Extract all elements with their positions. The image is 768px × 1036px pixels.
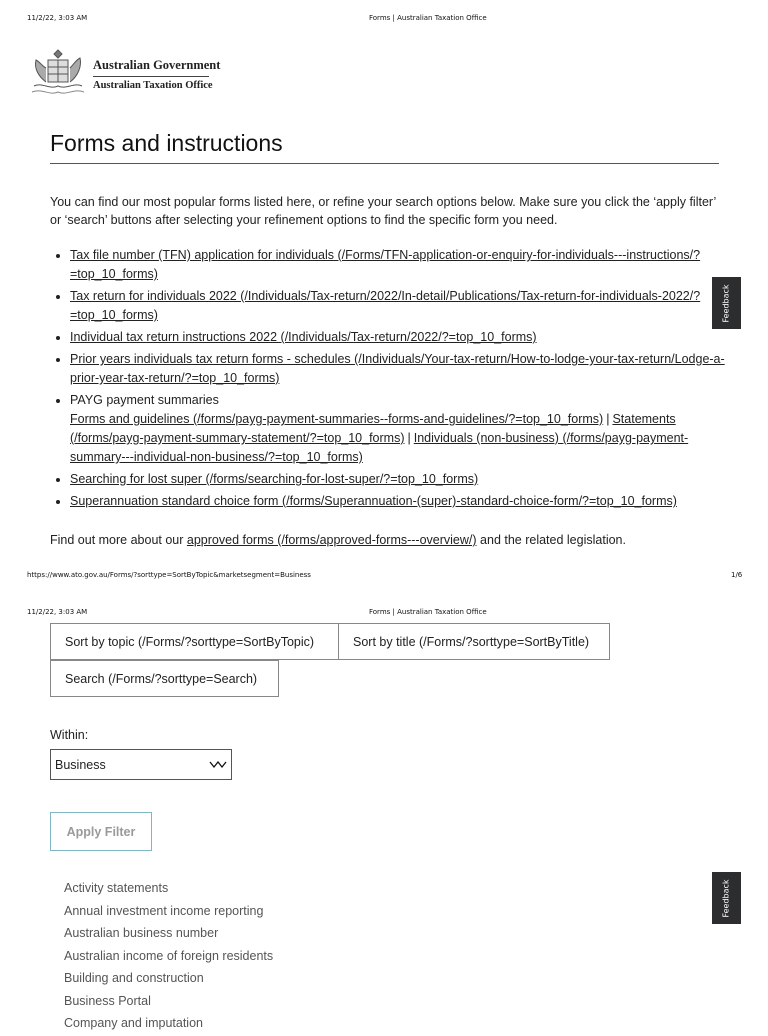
- print-doc-title: Forms | Australian Taxation Office: [369, 608, 487, 616]
- separator: |: [606, 412, 610, 426]
- find-more-text: [50, 533, 626, 547]
- feedback-label: Feedback: [722, 878, 732, 918]
- chevron-down-icon: [209, 760, 227, 770]
- list-item: [70, 391, 734, 467]
- list-item[interactable]: Company and imputation: [64, 1016, 203, 1030]
- list-item: [70, 492, 734, 511]
- list-item: [70, 246, 734, 284]
- feedback-label: Feedback: [722, 283, 732, 323]
- separator: |: [407, 431, 411, 445]
- logo-divider: [93, 76, 209, 77]
- print-doc-title: Forms | Australian Taxation Office: [369, 14, 487, 22]
- super-choice-form-link[interactable]: Superannuation standard choice form (/forms/Superannuation-(super)-standard-choice-form/?=top_10_forms): [70, 494, 677, 508]
- list-item: [70, 470, 734, 489]
- approved-forms-link[interactable]: approved forms (/forms/approved-forms---overview/): [186, 533, 477, 547]
- topic-filter-list: [64, 878, 273, 1036]
- agency-name: Australian Taxation Office: [93, 80, 213, 91]
- find-more-before: Find out more about our: [50, 533, 187, 547]
- list-item[interactable]: Activity statements: [64, 881, 169, 895]
- apply-filter-button[interactable]: Apply Filter: [50, 812, 152, 851]
- within-select[interactable]: [50, 749, 232, 780]
- list-item[interactable]: Australian business number: [64, 926, 219, 940]
- print-url: https://www.ato.gov.au/Forms/?sorttype=SortByTopic&marketsegment=Business: [27, 571, 311, 579]
- payg-statements-link[interactable]: Statements (/forms/payg-payment-summary-statement/?=top_10_forms): [70, 412, 676, 445]
- list-item: [70, 287, 734, 325]
- coat-of-arms-icon: [28, 46, 88, 98]
- prior-years-forms-link[interactable]: Prior years individuals tax return forms - schedules (/Individuals/Your-tax-return/How-to-lodge-your-tax-return/Lodge-a-prior-year-tax-return/?=top_10_forms): [70, 352, 725, 385]
- sort-by-topic-button[interactable]: Sort by topic (/Forms/?sorttype=SortByTopic): [50, 623, 339, 660]
- lost-super-link[interactable]: Searching for lost super (/forms/searching-for-lost-super/?=top_10_forms): [70, 472, 479, 486]
- tfn-application-link[interactable]: Tax file number (TFN) application for individuals (/Forms/TFN-application-or-enquiry-for-individuals---instructions/?=top_10_forms): [70, 248, 701, 281]
- sort-by-title-button[interactable]: Sort by title (/Forms/?sorttype=SortByTitle): [338, 623, 610, 660]
- list-item: [70, 350, 734, 388]
- list-item: [70, 328, 734, 347]
- within-label: Within:: [50, 728, 89, 742]
- page-title: Forms and instructions: [50, 130, 283, 156]
- print-page-number: 1/6: [731, 571, 743, 579]
- search-button[interactable]: Search (/Forms/?sorttype=Search): [50, 660, 279, 697]
- print-datetime: 11/2/22, 3:03 AM: [27, 608, 88, 616]
- tax-return-2022-link[interactable]: Tax return for individuals 2022 (/Individuals/Tax-return/2022/In-detail/Publications/Tax-return-for-individuals-2022/?=top_10_forms): [70, 289, 701, 322]
- list-item[interactable]: Business Portal: [64, 993, 151, 1008]
- find-more-after: and the related legislation.: [476, 533, 626, 547]
- within-selected-value: Business: [55, 757, 106, 772]
- feedback-tab[interactable]: [712, 277, 741, 329]
- payg-individuals-link[interactable]: Individuals (non-business) (/forms/payg-payment-summary---individual-non-business/?=top_10_forms): [70, 431, 689, 464]
- feedback-tab[interactable]: [712, 872, 741, 924]
- list-item[interactable]: Annual investment income reporting: [64, 903, 264, 918]
- payg-label: PAYG payment summaries: [70, 393, 219, 407]
- payg-forms-guidelines-link[interactable]: Forms and guidelines (/forms/payg-payment-summaries--forms-and-guidelines/?=top_10_forms): [70, 412, 604, 426]
- print-datetime: 11/2/22, 3:03 AM: [27, 14, 88, 22]
- list-item[interactable]: Building and construction: [64, 971, 204, 985]
- tax-return-instructions-link[interactable]: Individual tax return instructions 2022 (/Individuals/Tax-return/2022/?=top_10_forms): [70, 330, 537, 344]
- government-name: Australian Government: [93, 58, 221, 72]
- title-divider: [50, 163, 719, 164]
- intro-text: You can find our most popular forms listed here, or refine your search options below. Make sure you click the ‘apply filter’ or ‘search’ buttons after selecting your refinement options to find the specific form you need.: [50, 195, 716, 227]
- list-item[interactable]: Australian income of foreign residents: [64, 948, 274, 963]
- popular-forms-list: [54, 246, 734, 514]
